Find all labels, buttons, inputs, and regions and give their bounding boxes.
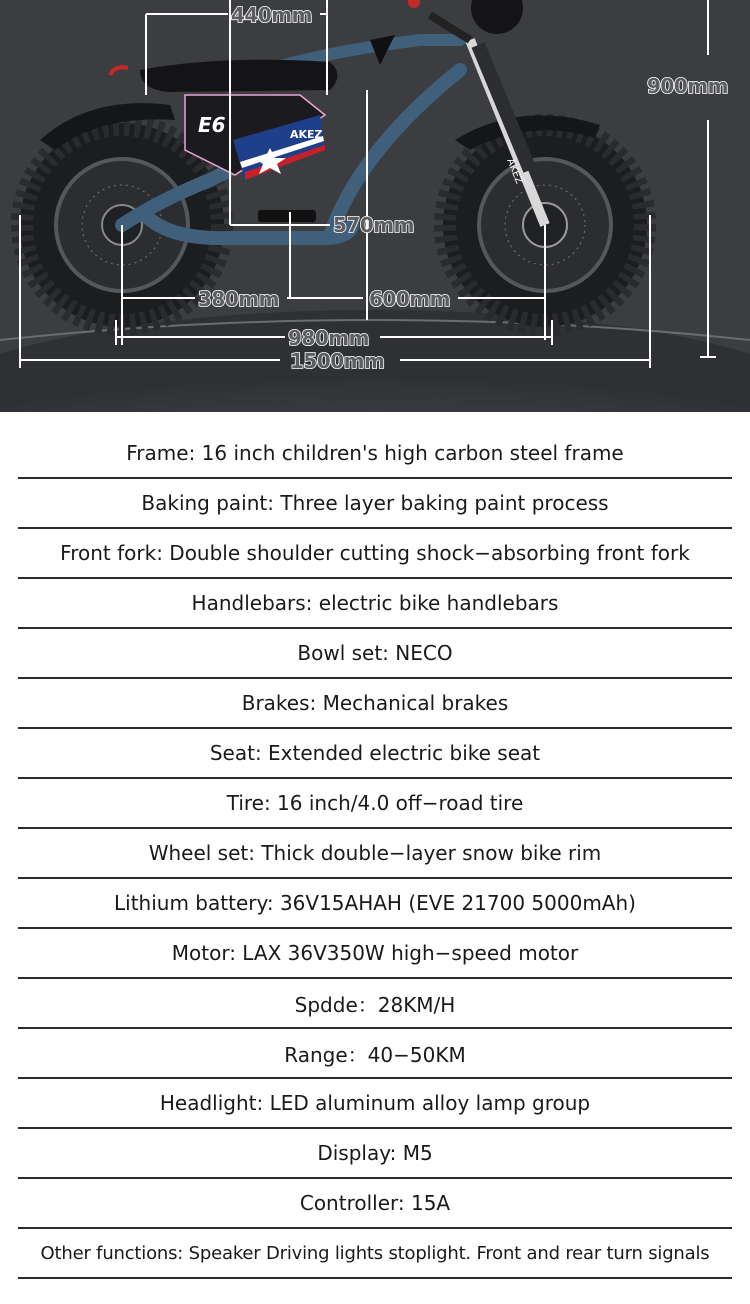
spec-row-other-functions: Other functions: Speaker Driving lights stoplight. Front and rear turn signals: [18, 1229, 732, 1279]
dimension-wheelbase: 980mm: [288, 326, 369, 350]
spec-table: [18, 429, 732, 1279]
dimension-seat-length: 440mm: [231, 3, 312, 27]
dimension-footrest-to-front: 600mm: [369, 287, 450, 311]
spec-row-battery: Lithium battery: 36V15AHAH (EVE 21700 5000mAh): [18, 879, 732, 929]
spec-row-speed: Spdde：28KM/H: [18, 979, 732, 1029]
spec-row-controller: Controller: 15A: [18, 1179, 732, 1229]
dimension-seat-to-footrest: 570mm: [333, 213, 414, 237]
spec-row-frame: Frame: 16 inch children's high carbon steel frame: [18, 429, 732, 479]
battery-brand-label: AKEZ: [290, 128, 323, 141]
spec-row-seat: Seat: Extended electric bike seat: [18, 729, 732, 779]
spec-row-display: Display: M5: [18, 1129, 732, 1179]
spec-row-bowl-set: Bowl set: NECO: [18, 629, 732, 679]
spec-row-handlebars: Handlebars: electric bike handlebars: [18, 579, 732, 629]
spec-row-baking-paint: Baking paint: Three layer baking paint process: [18, 479, 732, 529]
spec-row-front-fork: Front fork: Double shoulder cutting shock−absorbing front fork: [18, 529, 732, 579]
dimension-rear-to-footrest: 380mm: [198, 287, 279, 311]
bike-illustration: [0, 0, 750, 412]
spec-row-wheel-set: Wheel set: Thick double−layer snow bike rim: [18, 829, 732, 879]
footrest: [258, 210, 316, 222]
product-dimension-image: [0, 0, 750, 412]
dimension-total-length: 1500mm: [290, 349, 385, 373]
spec-row-motor: Motor: LAX 36V350W high−speed motor: [18, 929, 732, 979]
model-badge: E6: [198, 113, 226, 137]
spec-row-brakes: Brakes: Mechanical brakes: [18, 679, 732, 729]
spec-row-range: Range：40−50KM: [18, 1029, 732, 1079]
spec-row-tire: Tire: 16 inch/4.0 off−road tire: [18, 779, 732, 829]
dimension-height: 900mm: [647, 74, 728, 98]
spec-row-headlight: Headlight: LED aluminum alloy lamp group: [18, 1079, 732, 1129]
fork-brand-label: AKEZ: [504, 157, 525, 186]
